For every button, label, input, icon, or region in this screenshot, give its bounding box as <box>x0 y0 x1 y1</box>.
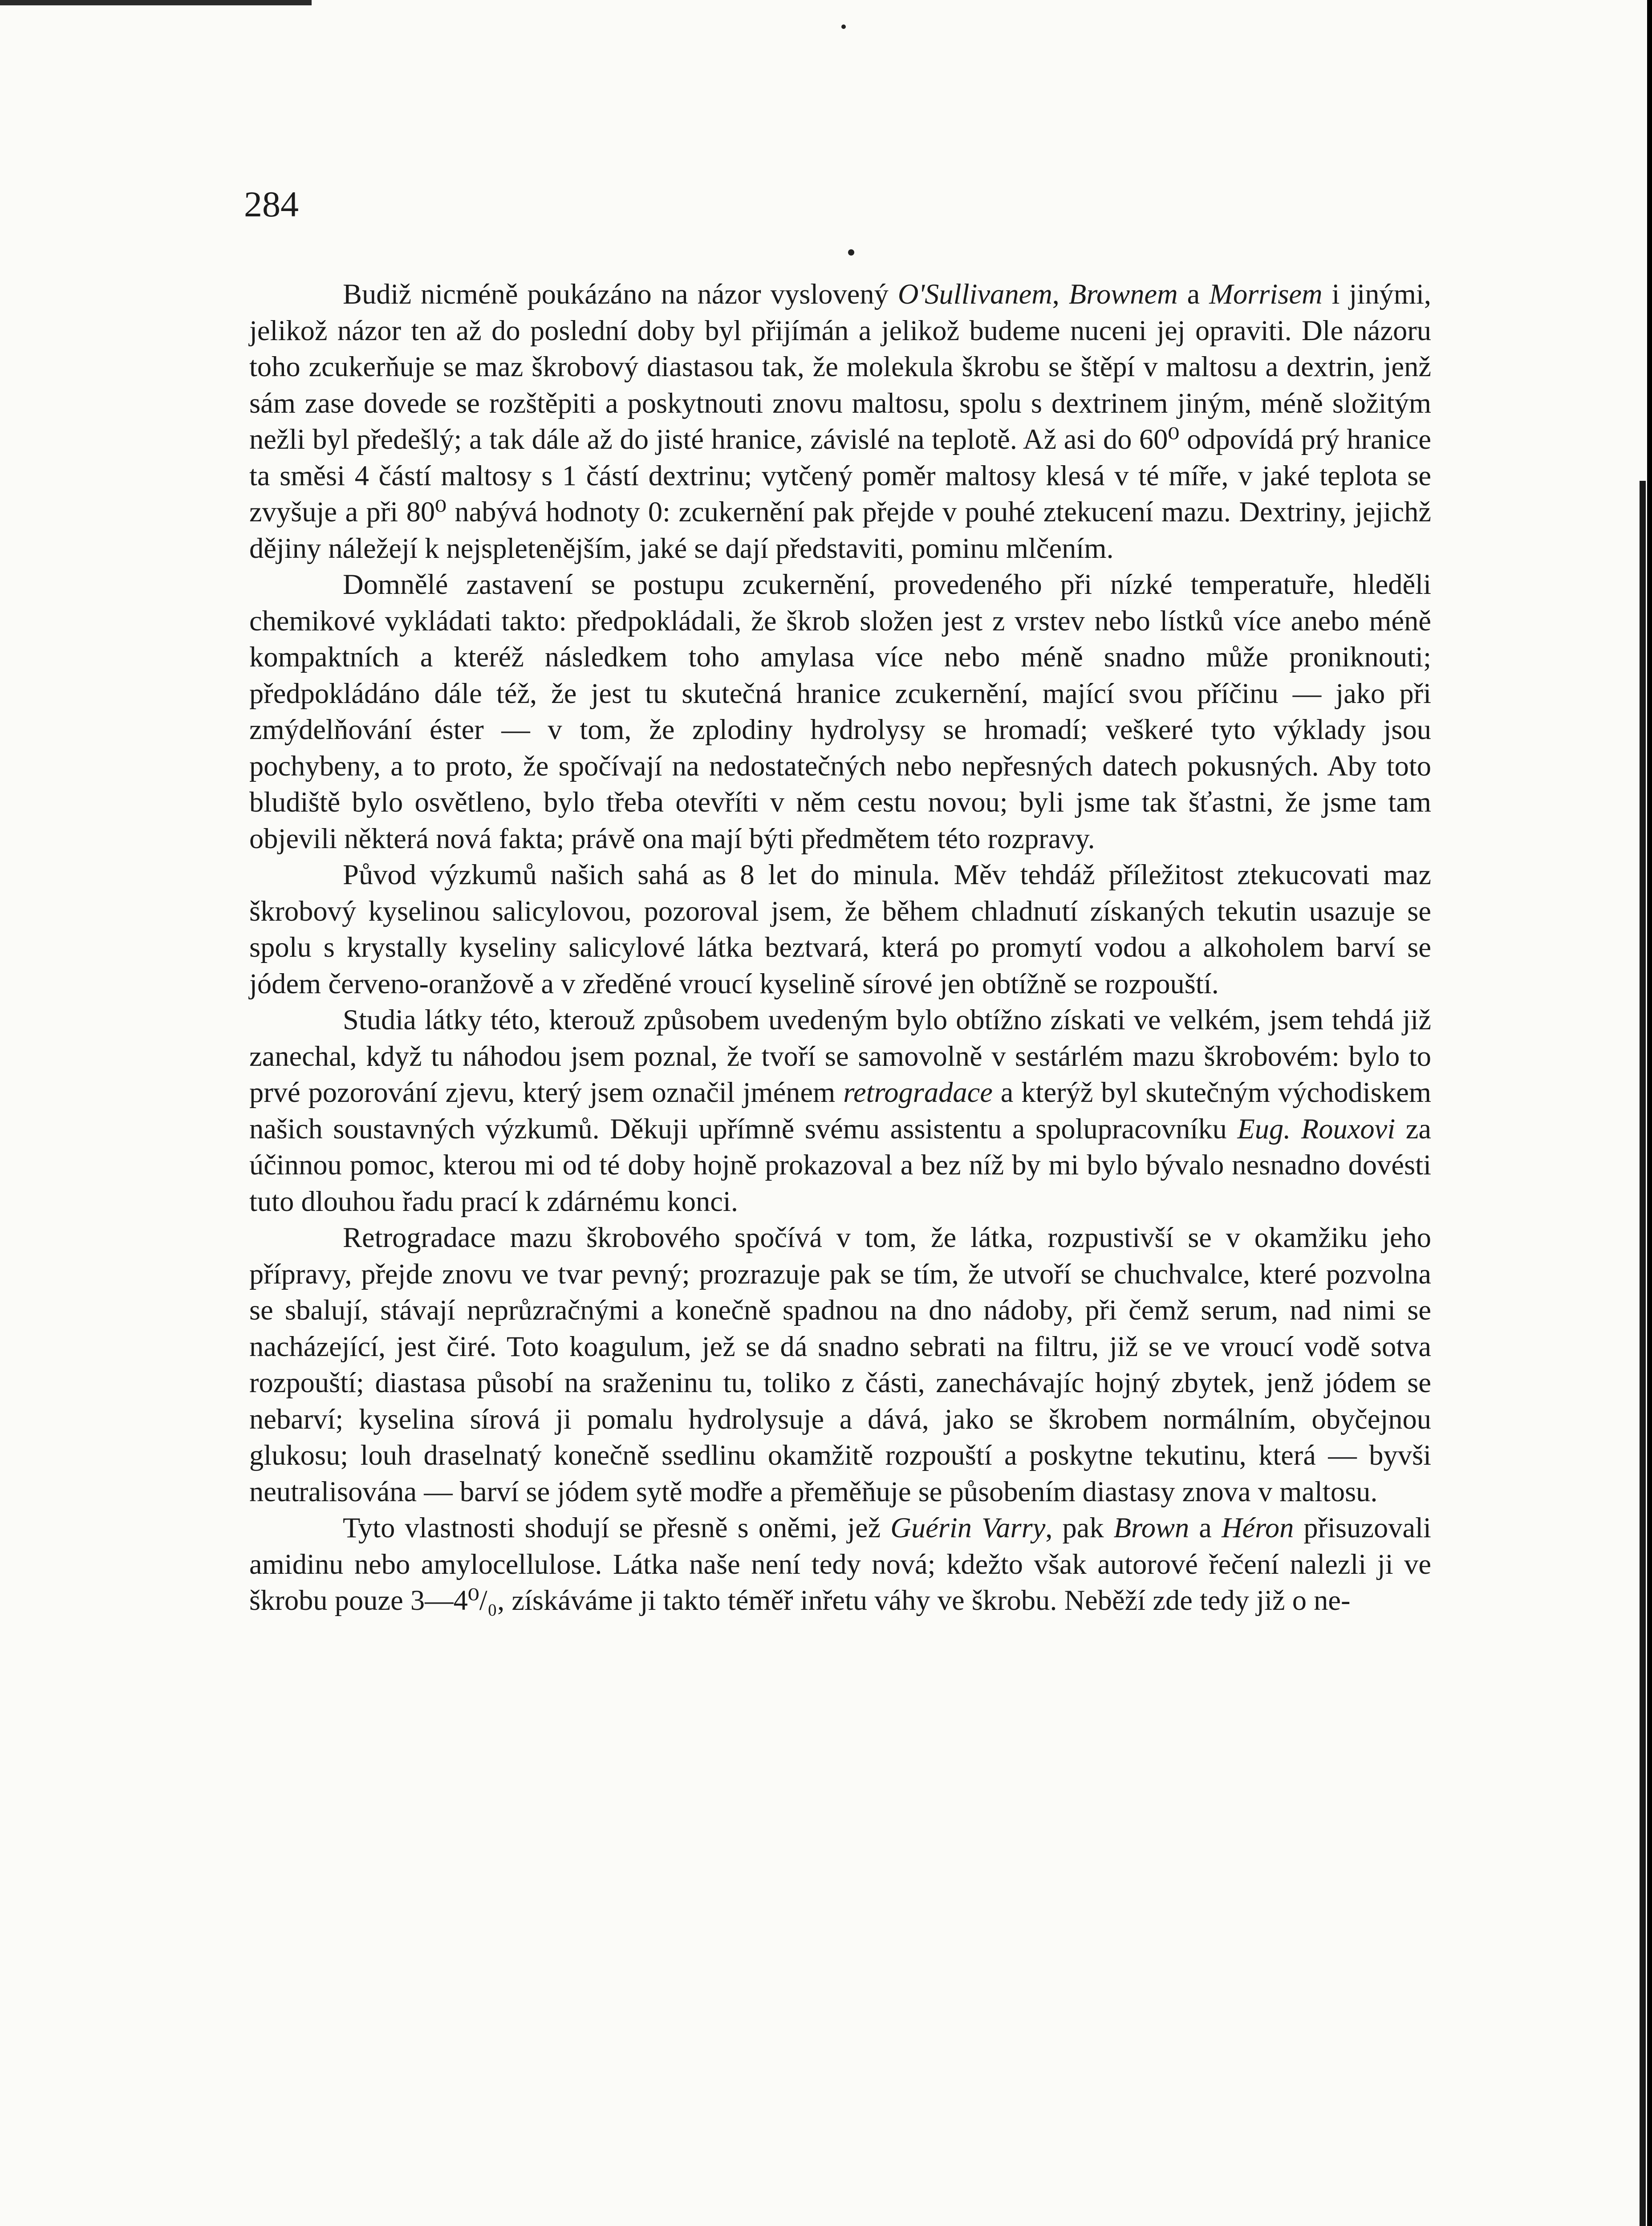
paragraph <box>249 1510 1431 1619</box>
italic-name: Eug. Rouxovi <box>1237 1113 1396 1145</box>
text-run: Studia látky této, kterouž způsobem uvedeným bylo obtížno získati ve velkém, jsem tehdá již zanechal, když tu náhodou jsem poznal, že tvoří se samovolně v sestárlém mazu škrobovém: bylo to prvé pozorování zjevu, který jsem označil jménem <box>249 1004 1431 1108</box>
paragraph <box>249 1002 1431 1219</box>
italic-name: Morrisem <box>1209 278 1323 310</box>
text-run: a <box>1189 1512 1222 1544</box>
scan-right-shadow <box>1640 481 1646 2226</box>
paragraph <box>249 276 1431 566</box>
text-run: a <box>1177 278 1210 310</box>
italic-name: Brown <box>1113 1512 1189 1544</box>
text-run: přisuzovali amidinu nebo amylocellulose. Látka naše není tedy nová; kdežto však autorové řečení nalezli ji ve škrobu pouze 3—4⁰/₀, získáváme ji takto téměř inřetu váhy ve škrobu. Neběží zde tedy již o ne- <box>249 1512 1431 1616</box>
italic-name: Héron <box>1221 1512 1294 1544</box>
italic-name: retrogradace <box>843 1076 993 1108</box>
italic-name: Guérin Varry <box>890 1512 1046 1544</box>
text-run: i jinými, jelikož názor ten až do poslední doby byl přijímán a jelikož budeme nuceni jej opraviti. Dle názoru toho zcukerňuje se maz škrobový diastasou tak, že molekula škrobu se štěpí v maltosu a dextrin, jenž sám zase dovede se rozštěpiti a poskytnouti znovu maltosu, spolu s dextrinem jiným, méně složitým nežli byl předešlý; a tak dále až do jisté hranice, závislé na teplotě. Až asi do 60⁰ odpovídá prý hranice ta směsi 4 částí maltosy s 1 částí dextrinu; vytčený poměr maltosy klesá v té míře, v jaké teplota se zvyšuje a při 80⁰ nabývá hodnoty 0: zcukernění pak přejde v pouhé ztekucení mazu. Dextriny, jejichž dějiny náležejí k nejspletenějším, jaké se dají představiti, pominu mlčením. <box>249 278 1431 564</box>
page-number: 284 <box>244 184 299 224</box>
paragraph <box>249 857 1431 1002</box>
italic-name: Brownem <box>1068 278 1178 310</box>
dust-speck <box>841 24 846 29</box>
paragraph <box>249 1219 1431 1510</box>
italic-name: O'Sullivanem <box>897 278 1052 310</box>
body-text <box>249 276 1431 1619</box>
text-run: , pak <box>1045 1512 1114 1544</box>
text-run: , <box>1052 278 1069 310</box>
text-run: a kterýž byl skutečným východiskem našich soustavných výzkumů. Děkuji upřímně svému assistentu a spolupracovníku <box>249 1076 1431 1145</box>
text-run: Domnělé zastavení se postupu zcukernění, provedeného při nízké temperatuře, hleděli chemikové vykládati takto: předpokládali, že škrob složen jest z vrstev nebo lístků více anebo méně kompaktních a kteréž následkem toho amylasa více nebo méně snadno může proniknouti; předpokládáno dále též, že jest tu skutečná hranice zcukernění, mající svou příčinu — jako při zmýdelňování éster — v tom, že zplodiny hydrolysy se hromadí; veškeré tyto výklady jsou pochybeny, a to proto, že spočívají na nedostatečných nebo nepřesných datech pokusných. Aby toto bludiště bylo osvětleno, bylo třeba otevříti v něm cestu novou; byli jsme tak šťastni, že jsme tam objevili některá nová fakta; právě ona mají býti předmětem této rozpravy. <box>249 569 1431 854</box>
text-run: za účinnou pomoc, kterou mi od té doby hojně prokazoval a bez níž by mi bylo bývalo nesnadno dovésti tuto dlouhou řadu prací k zdárnému konci. <box>249 1113 1431 1217</box>
text-run: Původ výzkumů našich sahá as 8 let do minula. Měv tehdáž příležitost ztekucovati maz škrobový kyselinou salicylovou, pozoroval jsem, že během chladnutí získaných tekutin usazuje se spolu s krystally kyseliny salicylové látka beztvará, která po promytí vodou a alkoholem barví se jódem červeno-oranžově a v zředěné vroucí kyselině sírové jen obtížně se rozpouští. <box>249 859 1431 999</box>
scan-top-shadow <box>0 0 312 5</box>
paragraph <box>249 566 1431 857</box>
text-run: Tyto vlastnosti shodují se přesně s oněmi, jež <box>343 1512 891 1544</box>
text-run: Budiž nicméně poukázáno na názor vyslovený <box>343 278 898 310</box>
text-run: Retrogradace mazu škrobového spočívá v tom, že látka, rozpustivší se v okamžiku jeho přípravy, přejde znovu ve tvar pevný; prozrazuje pak se tím, že utvoří se chuchvalce, které pozvolna se sbalují, stávají neprůzračnými a konečně spadnou na dno nádoby, při čemž serum, nad nimi se nacházející, jest čiré. Toto koagulum, jež se dá snadno sebrati na filtru, již se ve vroucí vodě sotva rozpouští; diastasa působí na sraženinu tu, toliko z části, zanechávajíc hojný zbytek, jenž jódem se nebarví; kyselina sírová ji pomalu hydrolysuje a dává, jako se škrobem normálním, obyčejnou glukosu; louh draselnatý konečně ssedlinu okamžitě rozpouští a poskytne tekutinu, která — byvši neutralisována — barví se jódem sytě modře a přeměňuje se působením diastasy znova v maltosu. <box>249 1222 1431 1507</box>
dust-speck <box>848 249 854 256</box>
